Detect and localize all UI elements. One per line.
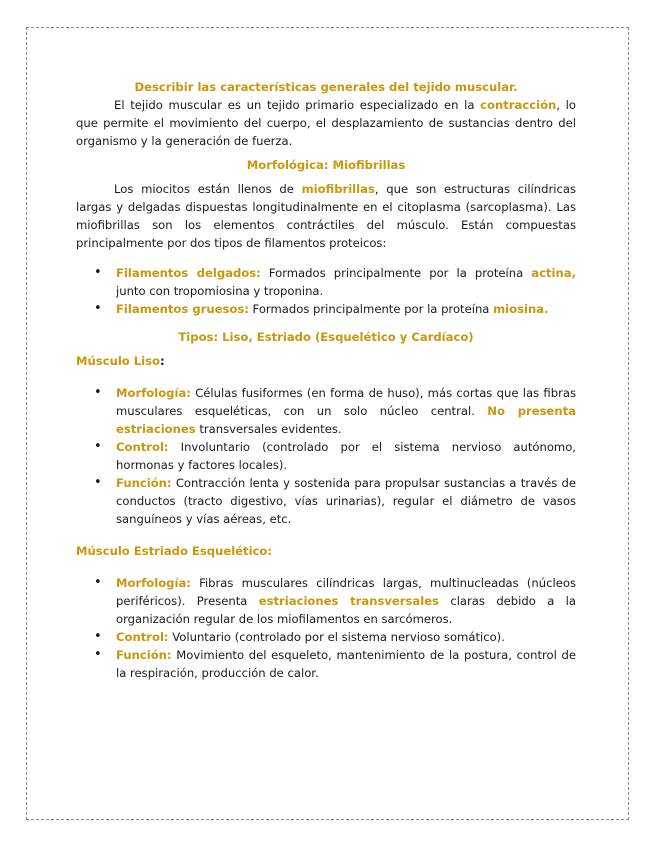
list-item [116,438,576,474]
liso-morfologia-label: Morfología: [116,386,191,400]
list-item [116,574,576,628]
list-item [116,646,576,682]
esq-morfologia-highlight: estriaciones transversales [258,594,439,608]
liso-heading-colon: : [160,354,165,368]
liso-control-text: Involuntario (controlado por el sistema nervioso autónomo, hormonas y factores locales). [116,440,576,472]
liso-morfologia-text: Células fusiformes (en forma de huso), más cortas que las fibras musculares esqueléticas, con un solo núcleo central. [116,386,576,418]
esq-funcion-label: Función: [116,648,172,662]
liso-list [76,384,576,528]
document-page [26,27,629,820]
list-item [116,628,576,646]
section-morfologica-title: Morfológica: Miofibrillas [246,158,406,172]
liso-funcion-text: Contracción lenta y sostenida para propulsar sustancias a través de conductos (tracto digestivo, vías urinarias), regular el diámetro de vasos sanguíneos y vías aéreas, etc. [116,476,576,526]
esq-morfologia-label: Morfología: [116,576,191,590]
filament-label: Filamentos gruesos: [116,302,249,316]
intro-highlight: contracción [480,98,557,112]
list-item [116,384,576,438]
section-tipos-title: Tipos: Liso, Estriado (Esquelético y Cardíaco) [178,330,474,344]
filament-label: Filamentos delgados: [116,266,261,280]
document-title: Describir las características generales del tejido muscular. [134,80,518,94]
esq-control-text: Voluntario (controlado por el sistema nervioso somático). [168,630,505,644]
filament-list [76,264,576,318]
filament-post: junto con tropomiosina y troponina. [116,284,324,298]
esq-control-label: Control: [116,630,169,644]
miofibrillas-pre: Los miocitos están llenos de [114,182,302,196]
filament-highlight: miosina. [493,302,549,316]
liso-heading [76,352,576,370]
list-item [116,264,576,300]
intro-pre: El tejido muscular es un tejido primario especializado en la [114,98,481,112]
filament-pre: Formados principalmente por la proteína [260,266,532,280]
esqueletico-heading: Músculo Estriado Esquelético: [76,544,273,558]
filament-highlight: actina, [531,266,576,280]
miofibrillas-post: , que son estructuras cilíndricas largas y delgadas dispuestas longitudinalmente en el citoplasma (sarcoplasma). Las miofibrillas son los elementos contráctiles del músculo. Están compuestas principalmente por dos tipos de filamentos proteicos: [76,182,576,250]
list-item [116,474,576,528]
list-item [116,300,576,318]
esq-morfologia-post: claras debido a la organización regular de los miofilamentos en sarcómeros. [116,594,577,626]
filament-pre: Formados principalmente por la proteína [248,302,494,316]
esqueletico-list [76,574,576,682]
intro-paragraph [76,96,576,150]
liso-heading-text: Músculo Liso [76,354,161,368]
liso-morfologia-highlight: No presenta estriaciones [116,404,576,436]
intro-post: , lo que permite el movimiento del cuerpo, el desplazamiento de sustancias dentro del organismo y la generación de fuerza. [76,98,576,148]
liso-funcion-label: Función: [116,476,172,490]
liso-control-label: Control: [116,440,169,454]
liso-morfologia-post: transversales evidentes. [195,422,342,436]
miofibrillas-highlight: miofibrillas [301,182,375,196]
document-body [76,78,576,682]
esq-funcion-text: Movimiento del esqueleto, mantenimiento de la postura, control de la respiración, producción de calor. [116,648,576,680]
miofibrillas-paragraph [76,180,576,252]
esq-morfologia-pre: Fibras musculares cilíndricas largas, multinucleadas (núcleos periféricos). Presenta [116,576,576,608]
